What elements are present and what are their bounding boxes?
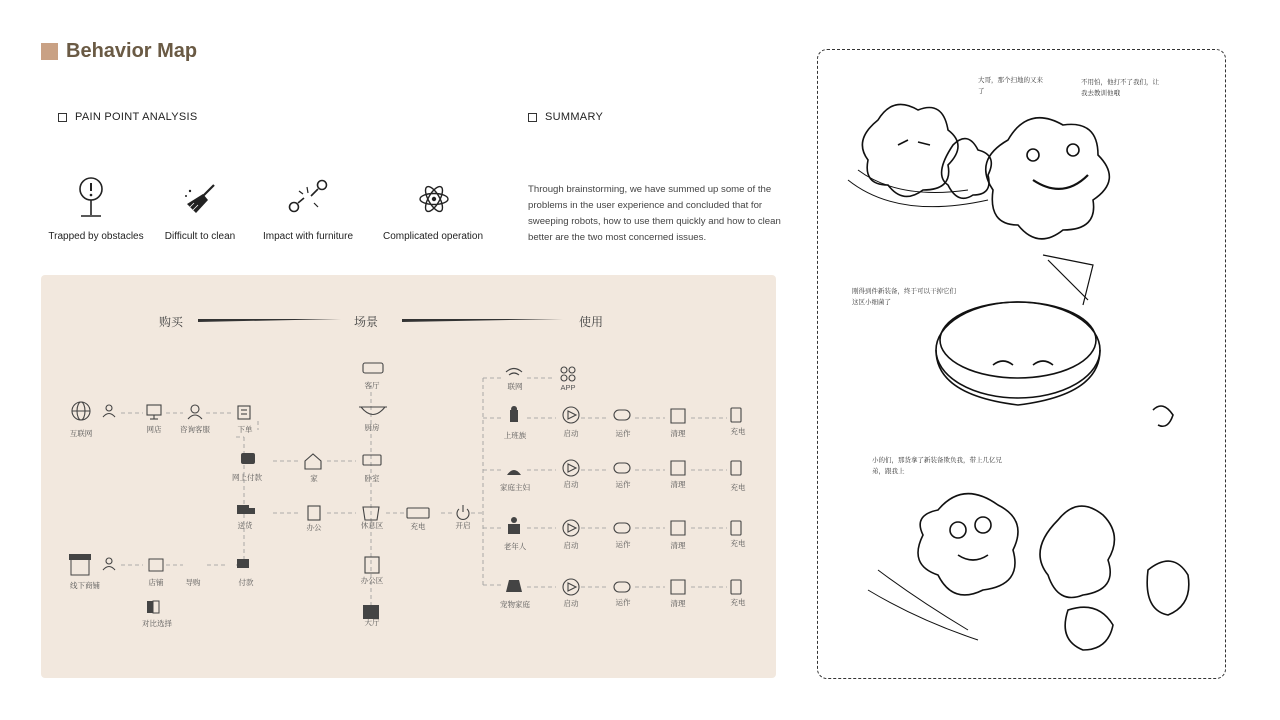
- step-start: 启动: [563, 541, 579, 550]
- node-home: 家: [310, 474, 318, 483]
- collision-icon: [287, 179, 329, 215]
- step-charge: 充电: [730, 427, 746, 436]
- summary-text: Through brainstorming, we have summed up some of the problems in the user experience and concluded that for sweeping robots, how to use them quickly and how to clean better are the two most concerned issues.: [528, 184, 781, 243]
- step-charge: 充电: [730, 483, 746, 492]
- node-shop: 店铺: [148, 578, 164, 587]
- node-web-store: 网店: [146, 425, 162, 434]
- page-title: Behavior Map: [66, 40, 198, 62]
- node-delivery: 送货: [237, 521, 253, 530]
- node-bedroom: 卧室: [364, 474, 380, 483]
- node-living-room: 客厅: [364, 381, 380, 390]
- comic-panel: [817, 49, 1226, 679]
- title-marker: [41, 43, 58, 60]
- node-housewife: 家庭主妇: [500, 483, 530, 492]
- summary-heading-checkbox-icon: [528, 113, 537, 122]
- step-charge: 充电: [730, 598, 746, 607]
- node-kitchen: 厨房: [364, 423, 380, 432]
- node-office: 办公: [306, 523, 322, 532]
- node-rest-area: 休息区: [360, 521, 384, 530]
- step-start: 启动: [563, 429, 579, 438]
- summary-heading: SUMMARY: [545, 111, 604, 123]
- node-power-on: 开启: [455, 521, 471, 530]
- step-start: 启动: [563, 480, 579, 489]
- comic-caption-3: 刚得到件新装备，终于可以干掉它们这区小细菌了: [852, 288, 956, 306]
- node-elderly: 老年人: [503, 542, 527, 551]
- node-payment: 付款: [238, 578, 254, 587]
- behavior-map-panel: [41, 275, 776, 678]
- node-offline-store: 线下商铺: [70, 581, 100, 590]
- node-office-area: 办公区: [360, 576, 384, 585]
- step-charge: 充电: [730, 539, 746, 548]
- step-operate: 运作: [615, 429, 631, 438]
- step-clean: 清理: [670, 541, 686, 550]
- broom-icon: [184, 182, 218, 216]
- step-start: 启动: [563, 599, 579, 608]
- node-hall: 大厅: [364, 618, 380, 627]
- node-internet: 互联网: [69, 429, 93, 438]
- node-charge: 充电: [410, 522, 426, 531]
- pain-heading-checkbox-icon: [58, 113, 67, 122]
- node-place-order: 下单: [237, 425, 253, 434]
- stage-scene: 场景: [353, 315, 379, 329]
- node-compare: 对比选择: [142, 619, 172, 628]
- comic-illustration: [818, 50, 1225, 678]
- pain-label-cleaning: Difficult to clean: [164, 231, 236, 242]
- pain-point-heading: PAIN POINT ANALYSIS: [75, 111, 198, 123]
- step-clean: 清理: [670, 599, 686, 608]
- step-clean: 清理: [670, 480, 686, 489]
- step-operate: 运作: [615, 598, 631, 607]
- node-connect: 联网: [507, 382, 523, 391]
- pain-label-operation: Complicated operation: [382, 231, 484, 242]
- step-operate: 运作: [615, 540, 631, 549]
- step-clean: 清理: [670, 429, 686, 438]
- step-operate: 运作: [615, 480, 631, 489]
- comic-caption-1: 大哥，那个扫地的又来了: [978, 77, 1043, 95]
- node-office-worker: 上班族: [503, 431, 527, 440]
- node-pet-family: 宠物家庭: [500, 600, 530, 609]
- stage-usage: 使用: [578, 315, 604, 329]
- pain-label-obstacles: Trapped by obstacles: [48, 231, 144, 242]
- node-app: APP: [560, 383, 576, 392]
- node-online-payment: 网上付款: [232, 473, 262, 482]
- node-shopping-guide: 导购: [185, 578, 201, 587]
- comic-caption-4: 小的们，那货拿了新装备欺负我，带上几亿兄弟，跟我上: [872, 457, 1002, 475]
- warning-post-icon: [76, 176, 106, 218]
- atom-icon: [418, 182, 450, 216]
- stage-purchase: 购买: [158, 315, 184, 329]
- pain-label-furniture: Impact with furniture: [262, 231, 354, 242]
- node-customer-service: 咨询客服: [180, 425, 210, 434]
- comic-caption-2: 不用怕，他打不了我们，让我去教训他哦: [1081, 79, 1159, 97]
